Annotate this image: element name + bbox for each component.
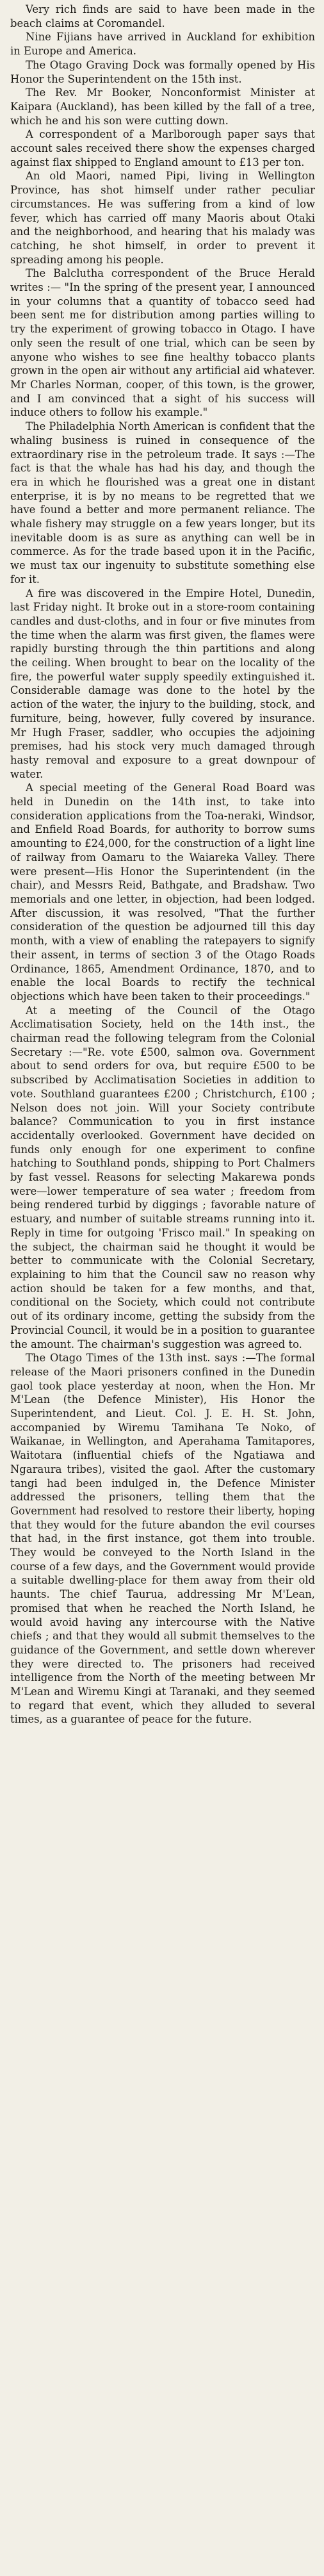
news-paragraph-empire-hotel-fire: A fire was discovered in the Empire Hotel, Dunedin, last Friday night. It broke out in a store-room containing candles and dust-cloths, and in four or five minutes from the time when the alarm was first given, the flames were rapidly bursting through the thin partitions and along the ceiling. When brought to bear on the locality of the fire, the powerful water supply speedily extinguished it. Considerable damage was done to the hotel by the action of the water, the injury to the building, stock, and furniture, being, however, fully covered by insurance. Mr Hugh Fraser, saddler, who occupies the adjoining premises, had his stock very much damaged through hasty removal and exposure to a great downpour of water. [10, 587, 315, 780]
news-paragraph-maori-prisoners-release: The Otago Times of the 13th inst. says :—The formal release of the Maori prisoners confined in the Dunedin gaol took place yesterday at noon, when the Hon. Mr M'Lean (the Defence Minister), His Honor the Superintendent, and Lieut. Col. J. E. H. St. John, accompanied by Wiremu Tamihana Te Noko, of Waikanae, in Wellington, and Aperahama Tamitapores, Waitotara (influential chiefs of the Ngatiawa and Ngaraura tribes), visited the gaol. After the customary tangi had been indulged in, the Defence Minister addressed the prisoners, telling them that the Government had resolved to restore their liberty, hoping that they would for the future abandon the evil courses that had, in the first instance, got them into trouble. They would be conveyed to the North Island in the course of a few days, and the Government would provide a suitable dwelling-place for them away from their old haunts. The chief Taurua, addressing Mr M'Lean, promised that when he reached the North Island, he would avoid having any intercourse with the Native chiefs ; and that they would all submit themselves to the guidance of the Government, and settle down wherever they were directed to. The prisoners had received intelligence from the North of the meeting between Mr M'Lean and Wiremu Kingi at Taranaki, and they seemed to regard that event, which they alluded to several times, as a guarantee of peace for the future. [10, 1352, 315, 1726]
news-paragraph-fijians-auckland: Nine Fijians have arrived in Auckland for exhibition in Europe and America. [10, 31, 315, 58]
news-paragraph-maori-pipi: An old Maori, named Pipi, living in Wellington Province, has shot himself under rather peculiar circumstances. He was suffering from a kind of low fever, which has carried off many Maoris about Otaki and the neighborhood, and hearing that his malady was catching, he shot himself, in order to prevent it spreading among his people. [10, 170, 315, 266]
news-paragraph-balclutha-tobacco: The Balclutha correspondent of the Bruce Herald writes :— "In the spring of the present year, I announced in your columns that a quantity of tobacco seed had been sent me for distribution among parties willing to try the experiment of growing tobacco in Otago. I have only seen the result of one trial, which can be seen by anyone who wishes to see fine healthy tobacco plants grown in the open air without any artificial aid whatever. Mr Charles Norman, cooper, of this town, is the grower, and I am convinced that a sight of his success will induce others to follow his example." [10, 267, 315, 419]
news-paragraph-coromandel-finds: Very rich finds are said to have been made in the beach claims at Coromandel. [10, 3, 315, 29]
news-paragraph-whaling-petroleum: The Philadelphia North American is confident that the whaling business is ruined in consequence of the extraordinary rise in the petroleum trade. It says :—The fact is that the whale has had his day, and though the era in which he flourished was a great one in distant enterprise, it is by no means to be regretted that we have found a better and more permanent reliance. The whale fishery may struggle on a few years longer, but its inevitable doom is as sure as anything can well be in commerce. As for the trade based upon it in the Pacific, we must tax our ingenuity to substitute something else for it. [10, 420, 315, 586]
news-paragraph-road-board: A special meeting of the General Road Board was held in Dunedin on the 14th inst, to take into consideration applications from the Toa-neraki, Windsor, and Enfield Road Boards, for authority to borrow sums amounting to £24,000, for the construction of a light line of railway from Oamaru to the Waiareka Valley. There were present—His Honor the Superintendent (in the chair), and Messrs Reid, Bathgate, and Bradshaw. Two memorials and one letter, in objection, had been lodged. After discussion, it was resolved, "That the further consideration of the question be adjourned till this day month, with a view of enabling the ratepayers to signify their assent, in terms of section 3 of the Otago Roads Ordinance, 1865, Amendment Ordinance, 1870, and to enable the local Boards to rectify the technical objections which have been taken to their proceedings." [10, 782, 315, 1003]
news-paragraph-graving-dock: The Otago Graving Dock was formally opened by His Honor the Superintendent on the 15th inst. [10, 58, 315, 85]
news-paragraph-acclimatisation-society: At a meeting of the Council of the Otago Acclimatisation Society, held on the 14th inst., the chairman read the following telegram from the Colonial Secretary :—"Re. vote £500, salmon ova. Government about to send orders for ova, but require £500 to be subscribed by Acclimatisation Societies in addition to vote. Southland guarantees £200 ; Christchurch, £100 ; Nelson does not join. Will your Society contribute balance? Communication to you in first instance accidentally overlooked. Government have decided on funds only enough for one experiment to confine hatching to Southland ponds, shipping to Port Chalmers by fast vessel. Reasons for selecting Makarewa ponds were—lower temperature of sea water ; freedom from being rendered turbid by diggings ; favorable nature of estuary, and number of suitable streams running into it. Reply in time for outgoing 'Frisco mail." In speaking on the subject, the chairman said he thought it would be better to communicate with the Colonial Secretary, explaining to him that the Council saw no reason why action should be taken for a few months, and that, conditional on the Society, which could not contribute out of its ordinary income, getting the subsidy from the Provincial Council, it would be in a position to guarantee the amount. The chairman's suggestion was agreed to. [10, 1004, 315, 1350]
news-paragraph-flax-shipping: A correspondent of a Marlborough paper says that account sales received there show the expenses charged against flax shipped to England amount to £13 per ton. [10, 128, 315, 168]
news-paragraph-rev-booker: The Rev. Mr Booker, Nonconformist Minister at Kaipara (Auckland), has been killed by the fall of a tree, which he and his son were cutting down. [10, 86, 315, 127]
